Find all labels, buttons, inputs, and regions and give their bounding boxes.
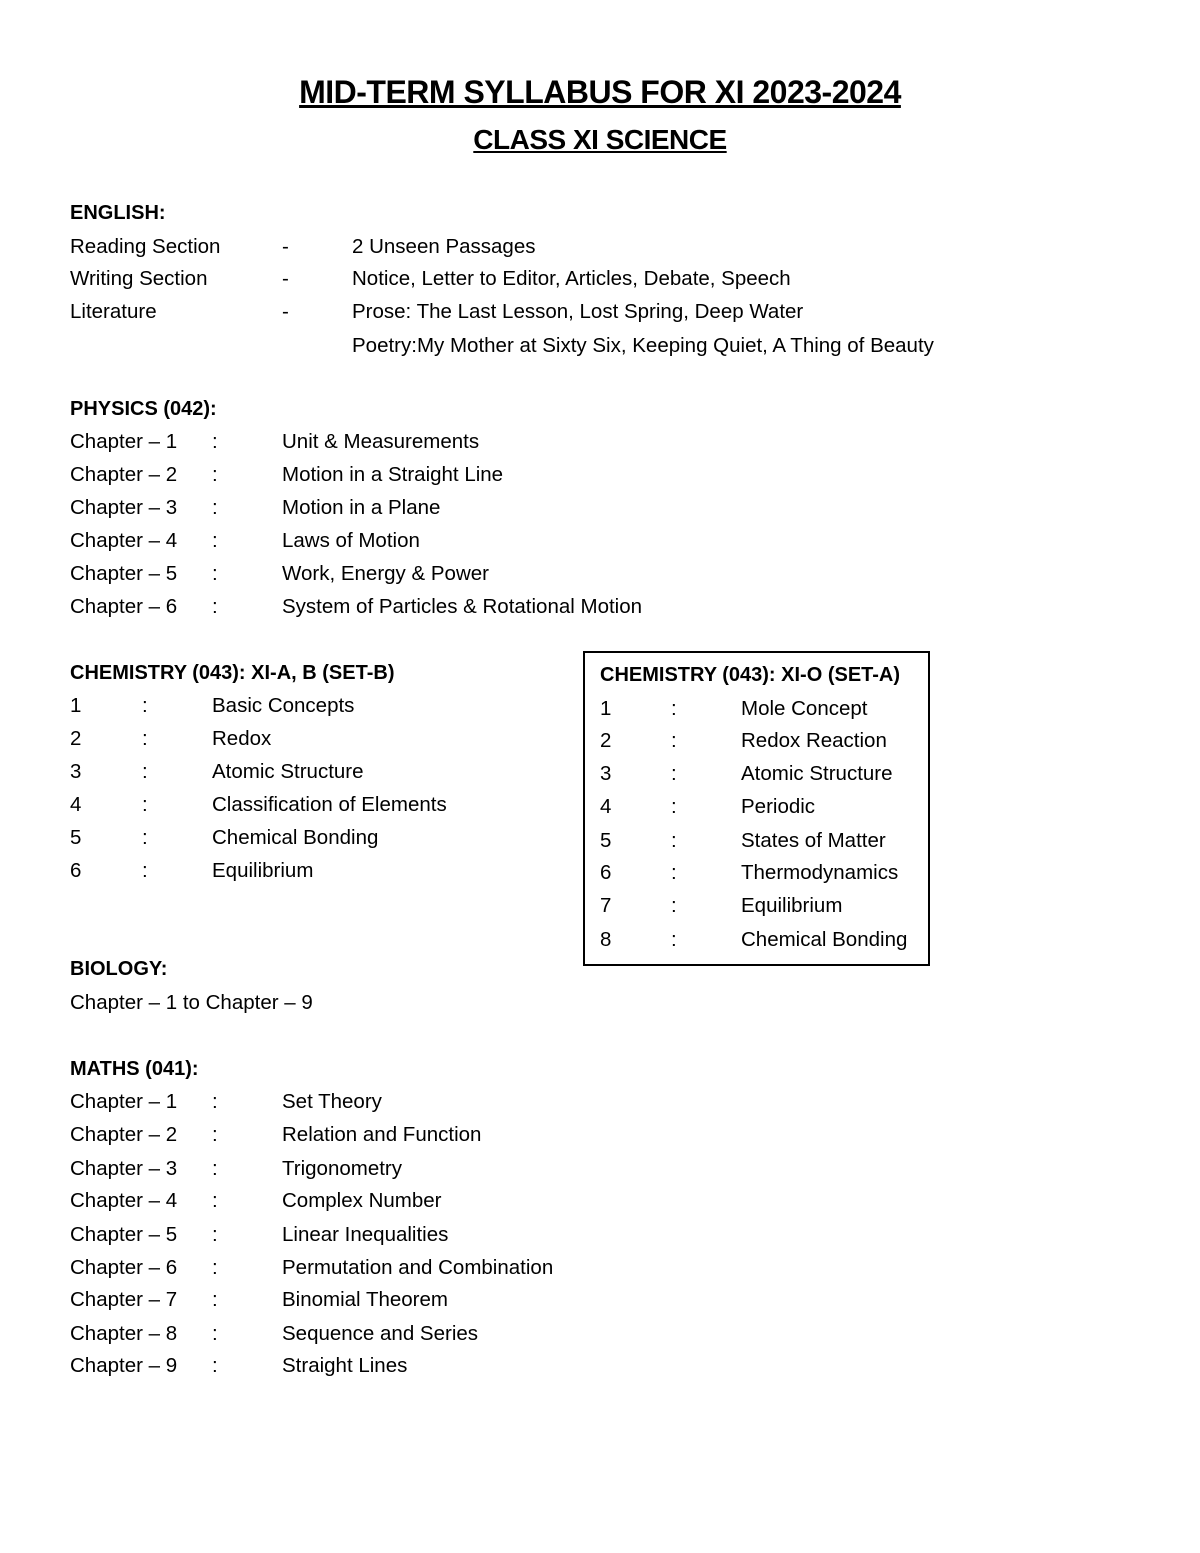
biology-heading: BIOLOGY: [70, 958, 168, 980]
maths-row-label: Chapter – 1 [70, 1090, 178, 1113]
maths-row-label: Chapter – 3 [70, 1157, 178, 1180]
maths-row-label: Chapter – 2 [70, 1123, 178, 1146]
english-row-label: Reading Section [70, 235, 221, 258]
english-row-text: Notice, Letter to Editor, Articles, Debate, Speech [352, 267, 791, 290]
maths-row-text: Binomial Theorem [282, 1288, 448, 1311]
maths-row-label: Chapter – 4 [70, 1189, 178, 1212]
maths-row-sep: : [212, 1288, 218, 1311]
chemistry-a-row-text: States of Matter [741, 829, 886, 852]
chemistry-a-row-sep: : [671, 762, 677, 785]
physics-row-sep: : [212, 562, 218, 585]
maths-row-text: Permutation and Combination [282, 1256, 554, 1279]
biology-text: Chapter – 1 to Chapter – 9 [70, 991, 313, 1014]
maths-row-text: Trigonometry [282, 1157, 402, 1180]
chemistry-b-row-text: Atomic Structure [212, 760, 364, 783]
chemistry-a-row-number: 2 [600, 729, 612, 752]
maths-row-text: Relation and Function [282, 1123, 482, 1146]
chemistry-b-row-number: 6 [70, 859, 82, 882]
chemistry-a-row-text: Equilibrium [741, 894, 843, 917]
physics-row-label: Chapter – 2 [70, 463, 178, 486]
document-title: MID-TERM SYLLABUS FOR XI 2023-2024 [299, 74, 901, 110]
chemistry-b-row-text: Equilibrium [212, 859, 314, 882]
chemistry-a-row-sep: : [671, 829, 677, 852]
physics-heading: PHYSICS (042): [70, 398, 217, 420]
maths-row-sep: : [212, 1157, 218, 1180]
english-row-text: Prose: The Last Lesson, Lost Spring, Deep Water [352, 300, 804, 323]
chemistry-a-row-number: 6 [600, 861, 612, 884]
maths-row-text: Set Theory [282, 1090, 382, 1113]
physics-row-label: Chapter – 5 [70, 562, 178, 585]
english-row-text: Poetry:My Mother at Sixty Six, Keeping Quiet, A Thing of Beauty [352, 334, 934, 357]
chemistry-a-row-text: Thermodynamics [741, 861, 899, 884]
maths-row-sep: : [212, 1322, 218, 1345]
chemistry-a-row-sep: : [671, 894, 677, 917]
physics-row-label: Chapter – 6 [70, 595, 178, 618]
document-subtitle: CLASS XI SCIENCE [473, 124, 727, 155]
physics-row-label: Chapter – 3 [70, 496, 178, 519]
physics-row-text: Motion in a Straight Line [282, 463, 504, 486]
english-row-label: Writing Section [70, 267, 208, 290]
physics-row-text: Work, Energy & Power [282, 562, 489, 585]
maths-row-sep: : [212, 1123, 218, 1146]
english-row-sep: - [282, 300, 289, 323]
english-row-sep: - [282, 235, 289, 258]
chemistry-b-heading: CHEMISTRY (043): XI-A, B (SET-B) [70, 662, 395, 684]
maths-row-label: Chapter – 6 [70, 1256, 178, 1279]
maths-row-label: Chapter – 7 [70, 1288, 178, 1311]
chemistry-b-row-text: Redox [212, 727, 272, 750]
chemistry-b-row-sep: : [142, 727, 148, 750]
chemistry-a-row-text: Chemical Bonding [741, 928, 908, 951]
chemistry-a-row-text: Periodic [741, 795, 816, 818]
maths-row-text: Complex Number [282, 1189, 442, 1212]
chemistry-b-row-sep: : [142, 826, 148, 849]
chemistry-a-row-sep: : [671, 861, 677, 884]
physics-row-sep: : [212, 595, 218, 618]
maths-row-sep: : [212, 1223, 218, 1246]
english-row-label: Literature [70, 300, 157, 323]
chemistry-b-row-number: 4 [70, 793, 82, 816]
physics-row-text: Motion in a Plane [282, 496, 441, 519]
chemistry-a-row-text: Redox Reaction [741, 729, 887, 752]
chemistry-b-row-text: Chemical Bonding [212, 826, 379, 849]
chemistry-a-row-sep: : [671, 795, 677, 818]
physics-row-label: Chapter – 4 [70, 529, 178, 552]
maths-row-text: Linear Inequalities [282, 1223, 449, 1246]
chemistry-b-row-number: 3 [70, 760, 82, 783]
english-row-sep: - [282, 267, 289, 290]
maths-heading: MATHS (041): [70, 1058, 199, 1080]
physics-row-text: Unit & Measurements [282, 430, 480, 453]
chemistry-a-row-number: 8 [600, 928, 612, 951]
chemistry-a-row-number: 4 [600, 795, 612, 818]
chemistry-b-row-number: 2 [70, 727, 82, 750]
maths-row-text: Sequence and Series [282, 1322, 479, 1345]
chemistry-a-row-number: 1 [600, 697, 612, 720]
chemistry-a-row-text: Atomic Structure [741, 762, 893, 785]
chemistry-b-row-sep: : [142, 760, 148, 783]
maths-row-label: Chapter – 8 [70, 1322, 178, 1345]
maths-row-sep: : [212, 1189, 218, 1212]
maths-row-sep: : [212, 1090, 218, 1113]
maths-row-label: Chapter – 9 [70, 1354, 178, 1377]
chemistry-b-row-number: 5 [70, 826, 82, 849]
physics-row-text: Laws of Motion [282, 529, 420, 552]
chemistry-a-row-number: 7 [600, 894, 612, 917]
maths-row-sep: : [212, 1354, 218, 1377]
chemistry-b-row-sep: : [142, 694, 148, 717]
physics-row-sep: : [212, 430, 218, 453]
physics-row-sep: : [212, 496, 218, 519]
chemistry-b-row-number: 1 [70, 694, 82, 717]
maths-row-label: Chapter – 5 [70, 1223, 178, 1246]
english-heading: ENGLISH: [70, 202, 166, 224]
maths-row-sep: : [212, 1256, 218, 1279]
chemistry-b-row-sep: : [142, 859, 148, 882]
chemistry-a-row-number: 3 [600, 762, 612, 785]
chemistry-b-row-text: Classification of Elements [212, 793, 447, 816]
chemistry-a-row-sep: : [671, 729, 677, 752]
physics-row-sep: : [212, 463, 218, 486]
chemistry-a-row-sep: : [671, 697, 677, 720]
chemistry-b-row-sep: : [142, 793, 148, 816]
maths-row-text: Straight Lines [282, 1354, 408, 1377]
chemistry-a-row-sep: : [671, 928, 677, 951]
chemistry-b-row-text: Basic Concepts [212, 694, 355, 717]
physics-row-text: System of Particles & Rotational Motion [282, 595, 643, 618]
chemistry-a-heading: CHEMISTRY (043): XI-O (SET-A) [600, 664, 901, 686]
physics-row-sep: : [212, 529, 218, 552]
chemistry-a-row-text: Mole Concept [741, 697, 868, 720]
english-row-text: 2 Unseen Passages [352, 235, 536, 258]
chemistry-a-row-number: 5 [600, 829, 612, 852]
physics-row-label: Chapter – 1 [70, 430, 178, 453]
